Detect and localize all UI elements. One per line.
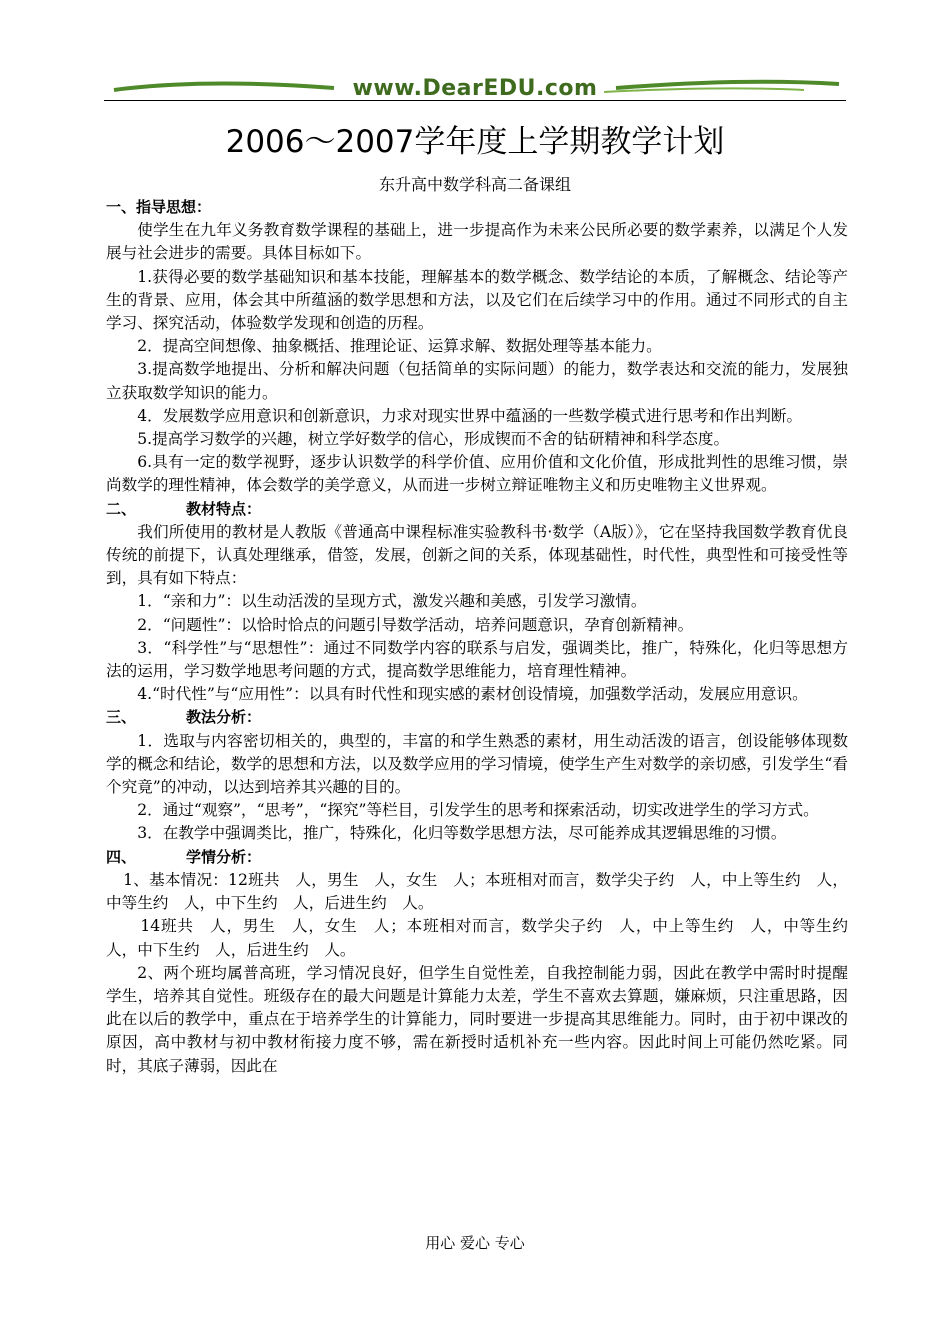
paragraph: 2．提高空间想像、抽象概括、推理论证、运算求解、数据处理等基本能力。 <box>137 337 662 356</box>
paragraph: 14班共 人，男生 人，女生 人；本班相对而言，数学尖子约 人，中上等生约 人，中等生约 人，中下生约 人，后进生约 人。 <box>106 917 864 959</box>
paragraph: 使学生在九年义务教育数学课程的基础上，进一步提高作为未来公民所必要的数学素养，以满足个人发展与社会进步的需要。具体目标如下。 <box>106 221 848 263</box>
paragraph: 4.“时代性”与“应用性”：以具有时代性和现实感的素材创设情境，加强数学活动，发展应用意识。 <box>137 685 808 704</box>
paragraph: 1.获得必要的数学基础知识和基本技能，理解基本的数学概念、数学结论的本质，了解概念、结论等产生的背景、应用，体会其中所蕴涵的数学思想和方法，以及它们在后续学习中的作用。通过不同形式的自主学习、探究活动，体验数学发现和创造的历程。 <box>106 267 848 333</box>
section-number: 三、 <box>106 708 137 727</box>
paragraph: 3．在教学中强调类比，推广，特殊化，化归等数学思想方法，尽可能养成其逻辑思维的习惯。 <box>137 824 787 843</box>
paragraph: 2、两个班均属普高班，学习情况良好，但学生自觉性差，自我控制能力弱，因此在教学中需时时提醒学生，培养其自觉性。班级存在的最大问题是计算能力太差，学生不喜欢去算题，嫌麻烦，只注重思路，因此在以后的教学中，重点在于培养学生的计算能力，同时要进一步提高其思维能力。同时，由于初中课改的原因，高中教材与初中教材衔接力度不够，需在新授时适机补充一些内容。因此时间上可能仍然吃紧。同时，其底子薄弱，因此在 <box>106 963 848 1075</box>
paragraph: 1．“亲和力”：以生动活泼的呈现方式，激发兴趣和美感，引发学习激情。 <box>137 592 647 611</box>
paragraph: 3.提高数学地提出、分析和解决问题（包括简单的实际问题）的能力，数学表达和交流的能力，发展独立获取数学知识的能力。 <box>106 360 848 402</box>
paragraph: 1、基本情况：12班共 人，男生 人，女生 人；本班相对而言，数学尖子约 人，中上等生约 人，中等生约 人，中下生约 人，后进生约 人。 <box>106 870 848 913</box>
paragraph: 4．发展数学应用意识和创新意识，力求对现实世界中蕴涵的一些数学模式进行思考和作出判断。 <box>137 406 803 425</box>
paragraph: 2．“问题性”：以恰时恰点的问题引导数学活动，培养问题意识，孕育创新精神。 <box>137 615 694 634</box>
section-heading-4 <box>106 846 848 869</box>
site-url: www.DearEDU.com <box>352 76 598 101</box>
paragraph: 5.提高学习数学的兴趣，树立学好数学的信心，形成锲而不舍的钻研精神和科学态度。 <box>137 430 730 449</box>
page-title: 2006～2007学年度上学期教学计划 <box>225 124 725 160</box>
section-heading-2 <box>106 498 848 521</box>
section-label: 学情分析： <box>186 847 262 866</box>
section-heading-3 <box>106 706 848 729</box>
section-number: 四、 <box>106 847 137 866</box>
paragraph: 2．通过“观察”，“思考”，“探究”等栏目，引发学生的思考和探索活动，切实改进学生的学习方式。 <box>137 801 819 820</box>
section-label: 教法分析： <box>186 708 262 727</box>
page-subtitle: 东升高中数学科高二备课组 <box>378 175 571 194</box>
section-label: 教材特点： <box>186 499 262 518</box>
section-heading-1: 一、指导思想： <box>106 198 212 216</box>
section-number: 二、 <box>106 499 137 518</box>
paragraph: 3．“科学性”与“思想性”：通过不同数学内容的联系与启发，强调类比，推广，特殊化，化归等思想方法的运用，学习数学地思考问题的方式，提高数学思维能力，培育理性精神。 <box>106 638 848 681</box>
paragraph: 6.具有一定的数学视野，逐步认识数学的科学价值、应用价值和文化价值，形成批判性的思维习惯，崇尚数学的理性精神，体会数学的美学意义，从而进一步树立辩证唯物主义和历史唯物主义世界观。 <box>106 453 848 495</box>
paragraph: 我们所使用的教材是人教版《普通高中课程标准实验教科书·数学（A版）》，它在坚持我国数学教育优良传统的前提下，认真处理继承，借签，发展，创新之间的关系，体现基础性，时代性，典型性和可接受性等到，具有如下特点： <box>106 522 848 588</box>
header-rule <box>104 100 846 101</box>
paragraph: 1．选取与内容密切相关的，典型的，丰富的和学生熟悉的素材，用生动活泼的语言，创设能够体现数学的概念和结论，数学的思想和方法，以及数学应用的学习情境，使学生产生对数学的亲切感，引发学生“看个究竟”的冲动，以达到培养其兴趣的目的。 <box>106 731 848 797</box>
page-footer: 用心 爱心 专心 <box>425 1234 525 1252</box>
document-body <box>106 196 864 1078</box>
